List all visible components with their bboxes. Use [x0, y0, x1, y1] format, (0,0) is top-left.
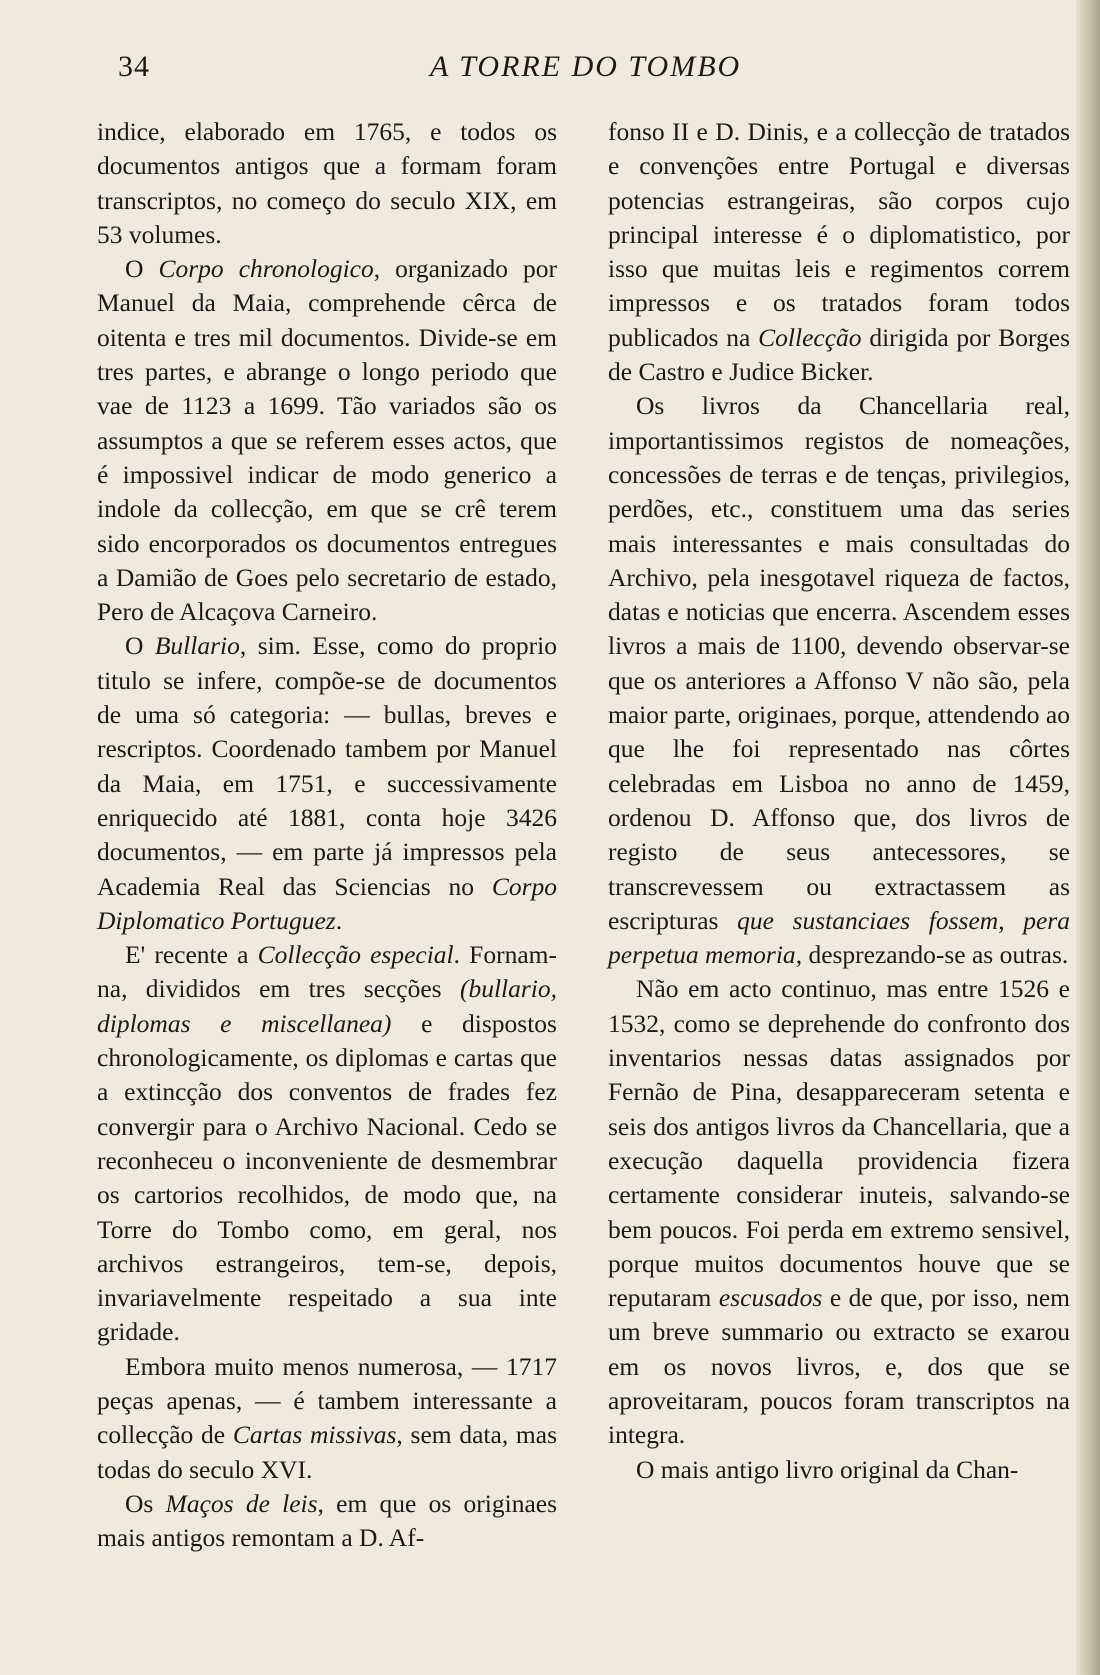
paragraph — [608, 389, 1070, 972]
italic-text-run: Maços de leis — [165, 1488, 318, 1518]
text-run: . — [335, 905, 343, 935]
text-run: Os livros da Chancellaria real, importantissimos registos de nomeações, concessões de terras e de tenças, privilegios, perdões, etc., constituem uma das series mais interessantes e mais consultadas do Archivo, pela inesgotavel riqueza de factos, datas e noticias que encerra. Ascendem esses livros a mais de 1100, devendo observar-se que os anteriores a Affonso V não são, pela maior parte, originaes, porque, attendendo ao que lhe foi representado nas côrtes celebradas em Lisboa no anno de 1459, ordenou D. Affonso que, dos livros de registo de seus antecessores, se transcrevessem ou extractassem as escripturas — [608, 391, 1070, 935]
paragraph — [97, 938, 557, 1350]
italic-text-run: Corpo Diplomatico Portuguez — [97, 871, 557, 935]
right-text-column — [608, 115, 1070, 1487]
italic-text-run: (bullario, diplomas e miscellanea) — [97, 974, 557, 1038]
text-run: . Fornam-na, divididos em tres secções — [97, 940, 558, 1004]
paragraph — [608, 972, 1070, 1452]
paragraph — [97, 115, 557, 252]
text-run: fonso II e D. Dinis, e a collecção de tratados e convenções entre Portugal e diversas potencias estrangeiras, são corpos cujo principal interesse é o diplomatistico, por isso que muitas leis e regimentos correm impressos e os tratados foram todos publicados na — [608, 117, 1070, 352]
text-run: , em 53 volumes. — [97, 185, 557, 249]
text-run: O — [125, 631, 155, 661]
text-run: , em que os originaes mais antigos remontam a D. Af- — [97, 1488, 558, 1553]
text-run: E' recente a — [125, 940, 258, 970]
italic-text-run: Cartas missivas — [232, 1420, 397, 1450]
text-run: , desprezando-se as outras. — [795, 940, 1069, 970]
left-text-column — [97, 115, 557, 1555]
text-run: , organizado por Manuel da Maia, comprehende cêrca de oitenta e tres mil documentos. Divide-se em tres partes, e abrange o longo periodo que vae de 1123 a 1699. Tão variados são os assumptos a que se referem esses actos, que é impossivel indicar de modo generico a indole da collecção, em que se crê terem sido encorporados os documentos entregues a Damião de Goes pelo secretario de estado, Pero de Alcaçova Carneiro. — [97, 254, 558, 627]
running-title: A TORRE DO TOMBO — [430, 50, 742, 83]
text-run: O — [125, 254, 159, 284]
text-run: Embora muito menos numerosa, — 1717 peças apenas, — é tambem interessante a collecção de — [97, 1351, 557, 1450]
text-run: . — [305, 1454, 313, 1484]
text-run: , sim. Esse, como do proprio titulo se infere, compõe-se de documentos de uma só categoria: — bullas, breves e rescriptos. Coordenado tambem por Manuel da Maia, em 1751, e successivamente enriquecido até 1881, conta hoje 3426 documentos, — em parte já impressos pela Academia Real das Sciencias no — [97, 631, 557, 901]
italic-text-run: Collecção especial — [257, 940, 454, 970]
text-run: Os — [125, 1488, 166, 1518]
text-run: e dispostos chronologicamente, os diplomas e cartas que a extincção dos conventos de frades fez convergir para o Archivo Nacional. Cedo se reconheceu o inconveniente de desmembrar os cartorios recolhidos, de modo que, na Torre do Tombo como, em geral, nos archivos estrangeiros, tem-se, depois, invariavelmente respeitado a sua inte gridade. — [97, 1008, 557, 1347]
text-run: , sem data, mas todas do seculo — [97, 1420, 558, 1484]
italic-text-run: que sustanciaes fossem, pera perpetua memoria — [608, 905, 1070, 970]
paragraph — [97, 252, 557, 629]
text-run: XVI — [260, 1454, 306, 1484]
page-header — [0, 50, 1100, 100]
paragraph — [608, 115, 1070, 389]
text-run: e de que, por isso, nem um breve summario ou extracto se exarou em os novos livros, e, dos que se aproveitaram, poucos foram transcriptos na integra. — [608, 1283, 1071, 1450]
italic-text-run: escusados — [718, 1283, 823, 1313]
paragraph — [97, 629, 557, 938]
italic-text-run: Bullario — [154, 631, 240, 661]
text-run: dirigida por Borges de Castro e Judice Bicker. — [608, 322, 1070, 387]
paragraph — [97, 1350, 557, 1487]
page-edge-shadow — [1076, 0, 1100, 1675]
italic-text-run: Collecção — [758, 322, 862, 352]
page-number: 34 — [118, 50, 150, 83]
italic-text-run: Corpo chronologico — [158, 254, 374, 284]
text-run: Não em acto continuo, mas entre 1526 e 1532, como se deprehende do confronto dos inventarios nessas datas assignados por Fernão de Pina, desappareceram setenta e seis dos antigos livros da Chancellaria, que a execução daquella providencia fizera certamente considerar inuteis, salvando-se bem poucos. Foi perda em extremo sensivel, porque muitos documentos houve que se reputaram — [608, 974, 1070, 1313]
text-run: indice, elaborado em 1765, e todos os documentos antigos que a formam foram transcriptos, no começo do seculo — [97, 117, 557, 215]
paragraph — [97, 1487, 557, 1556]
text-run: XIX — [464, 185, 511, 215]
text-run: O mais antigo livro original da Chan- — [636, 1454, 1019, 1484]
paragraph — [608, 1453, 1070, 1487]
